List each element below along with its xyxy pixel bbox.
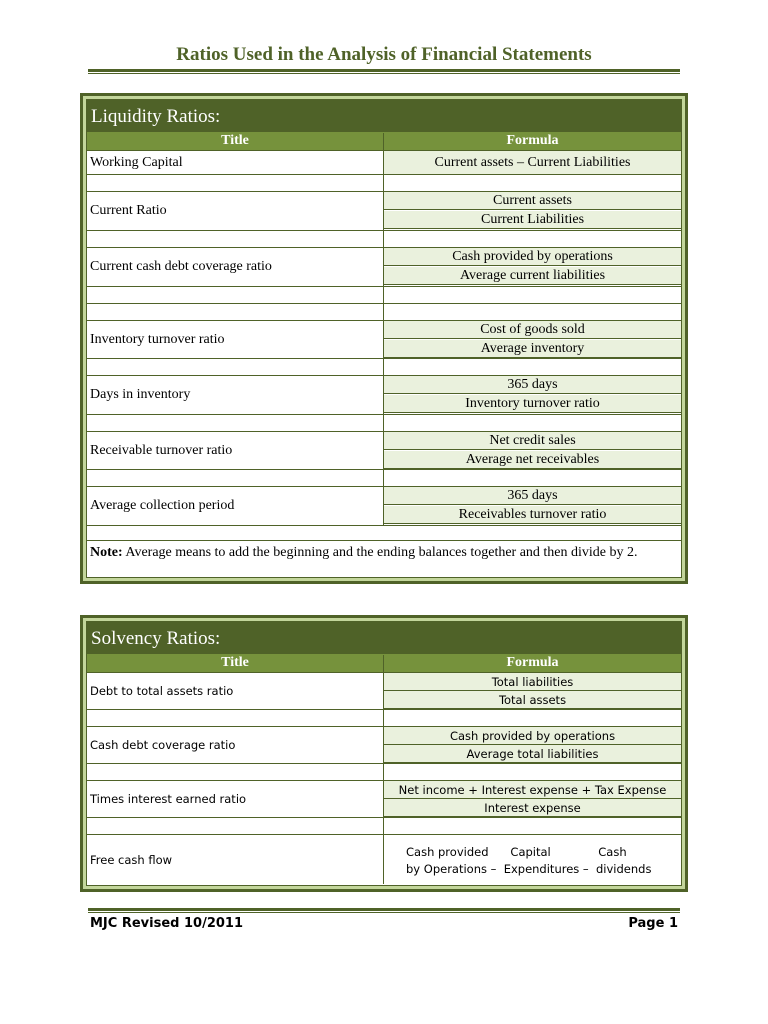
formula-numerator: Cash provided by operations bbox=[384, 248, 681, 266]
formula-numerator: Total liabilities bbox=[384, 673, 681, 691]
formula-line-1: Cash provided Capital Cash bbox=[406, 845, 627, 859]
column-header-formula: Formula bbox=[383, 133, 681, 151]
footer-divider-thin bbox=[88, 912, 680, 913]
footer-page-number: Page 1 bbox=[628, 916, 678, 931]
formula-line-2: by Operations – Expenditures – dividends bbox=[406, 862, 652, 876]
formula-denominator: Current Liabilities bbox=[384, 211, 681, 229]
note-label: Note: bbox=[90, 545, 123, 560]
ratio-title: Times interest earned ratio bbox=[90, 792, 247, 806]
formula-denominator: Interest expense bbox=[384, 799, 681, 817]
spacer-row bbox=[87, 303, 681, 320]
liquidity-column-headers bbox=[87, 132, 681, 150]
spacer-row bbox=[87, 817, 681, 834]
column-header-title: Title bbox=[221, 655, 249, 670]
table-row bbox=[87, 834, 681, 884]
column-header-title: Title bbox=[221, 133, 249, 148]
table-row bbox=[87, 320, 681, 358]
ratio-title: Inventory turnover ratio bbox=[90, 331, 225, 347]
formula-numerator: Current assets bbox=[384, 192, 681, 210]
liquidity-section-header: Liquidity Ratios: bbox=[87, 100, 681, 132]
spacer-row bbox=[87, 525, 681, 540]
formula-denominator: Total assets bbox=[384, 691, 681, 709]
ratio-title: Cash debt coverage ratio bbox=[90, 738, 236, 752]
formula-denominator: Average net receivables bbox=[384, 451, 681, 469]
table-row bbox=[87, 191, 681, 230]
ratio-title: Free cash flow bbox=[90, 852, 173, 867]
solvency-ratios-box bbox=[80, 615, 688, 892]
formula-denominator: Inventory turnover ratio bbox=[384, 395, 681, 413]
spacer-row bbox=[87, 358, 681, 375]
title-divider bbox=[88, 69, 680, 72]
solvency-section-header: Solvency Ratios: bbox=[87, 622, 681, 654]
solvency-column-headers bbox=[87, 654, 681, 672]
table-row bbox=[87, 486, 681, 525]
table-row bbox=[87, 780, 681, 817]
ratio-title: Debt to total assets ratio bbox=[90, 684, 234, 698]
spacer-row bbox=[87, 469, 681, 486]
spacer-row bbox=[87, 709, 681, 726]
formula-numerator: 365 days bbox=[384, 376, 681, 394]
footer-revision: MJC Revised 10/2011 bbox=[90, 916, 244, 931]
column-header-formula: Formula bbox=[383, 655, 681, 673]
ratio-title: Current cash debt coverage ratio bbox=[90, 259, 272, 274]
table-row bbox=[87, 726, 681, 763]
formula-denominator: Average inventory bbox=[384, 340, 681, 358]
formula-numerator: 365 days bbox=[384, 487, 681, 505]
note-text bbox=[90, 544, 678, 561]
ratio-title: Working Capital bbox=[90, 154, 183, 170]
ratio-title: Average collection period bbox=[90, 498, 235, 513]
document-title: Ratios Used in the Analysis of Financial Statements bbox=[176, 44, 592, 65]
spacer-row bbox=[87, 286, 681, 303]
ratio-title: Days in inventory bbox=[90, 387, 191, 402]
formula-denominator: Receivables turnover ratio bbox=[384, 506, 681, 524]
formula-numerator: Net credit sales bbox=[384, 432, 681, 450]
title-divider-thin bbox=[88, 73, 680, 74]
formula-numerator: Cost of goods sold bbox=[384, 321, 681, 339]
formula-denominator: Average current liabilities bbox=[384, 267, 681, 285]
table-row bbox=[87, 672, 681, 709]
note-row bbox=[87, 540, 681, 579]
ratio-title: Current Ratio bbox=[90, 203, 167, 218]
formula-numerator: Cash provided by operations bbox=[384, 727, 681, 745]
table-row bbox=[87, 150, 681, 174]
spacer-row bbox=[87, 174, 681, 191]
liquidity-ratios-box bbox=[80, 93, 688, 584]
table-row bbox=[87, 431, 681, 469]
spacer-row bbox=[87, 763, 681, 780]
free-cash-flow-formula bbox=[406, 844, 651, 878]
ratio-formula: Current assets – Current Liabilities bbox=[384, 151, 681, 174]
table-row bbox=[87, 375, 681, 414]
table-row bbox=[87, 247, 681, 286]
formula-denominator: Average total liabilities bbox=[384, 745, 681, 763]
ratio-title: Receivable turnover ratio bbox=[90, 442, 233, 458]
spacer-row bbox=[87, 230, 681, 247]
spacer-row bbox=[87, 414, 681, 431]
formula-numerator: Net income + Interest expense + Tax Expense bbox=[384, 781, 681, 799]
note-body: Average means to add the beginning and the ending balances together and then divide by 2. bbox=[122, 545, 638, 560]
footer-divider bbox=[88, 908, 680, 911]
